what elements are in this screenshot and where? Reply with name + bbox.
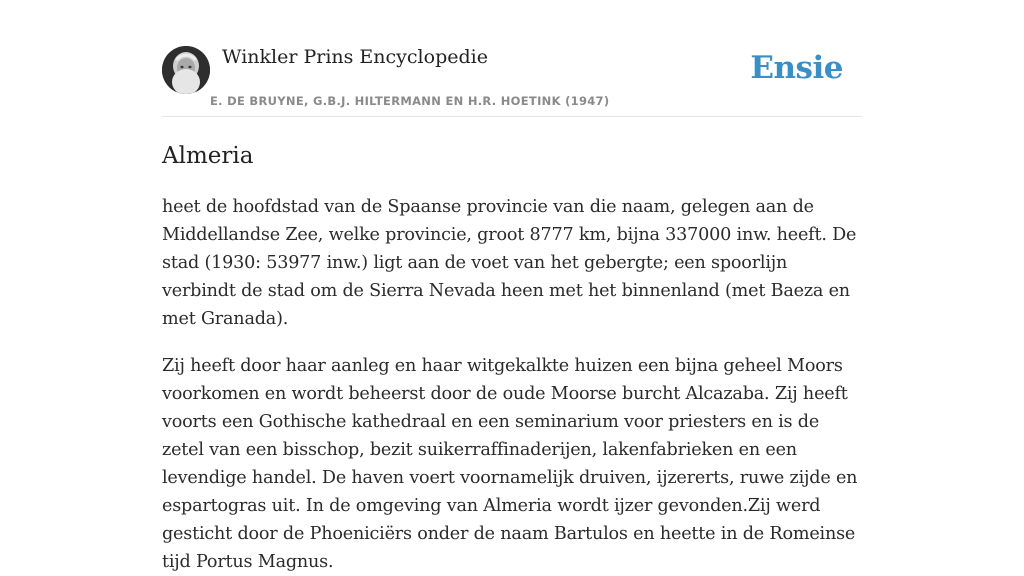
article-paragraph: heet de hoofdstad van de Spaanse provincie van die naam, gelegen aan de Middellandse Zee, welke provincie, groot 8777 km, bijna 337000 inw. heeft. De stad (1930: 53977 inw.) ligt aan de voet van het gebergte; een spoorlijn verbindt de stad om de Sierra Nevada heen met het binnenland (met Baeza en met Granada). (162, 197, 857, 329)
page (162, 0, 862, 576)
avatar[interactable] (162, 46, 210, 94)
publication-authors: E. DE BRUYNE, G.B.J. HILTERMANN EN H.R. HOETINK (1947) (210, 94, 610, 108)
author-portrait-icon (162, 46, 210, 94)
article-paragraph: Zij heeft door haar aanleg en haar witgekalkte huizen een bijna geheel Moors voorkomen en wordt beheerst door de oude Moorse burcht Alcazaba. Zij heeft voorts een Gothische kathedraal en een seminarium voor priesters en is de zetel van een bisschop, bezit suikerraffinaderijen, lakenfabrieken en een levendige handel. De haven voert voornamelijk druiven, ijzererts, ruwe zijde en espartogras uit. In de omgeving van Almeria wordt ijzer gevonden.Zij werd gesticht door de Phoeniciërs onder de naam Bartulos en heette in de Romeinse tijd Portus Magnus. (162, 356, 858, 572)
article-title: Almeria (162, 143, 254, 169)
publication-title[interactable]: Winkler Prins Encyclopedie (222, 46, 488, 68)
publication-header (162, 0, 862, 117)
brand-logo[interactable]: Ensie (750, 50, 843, 86)
